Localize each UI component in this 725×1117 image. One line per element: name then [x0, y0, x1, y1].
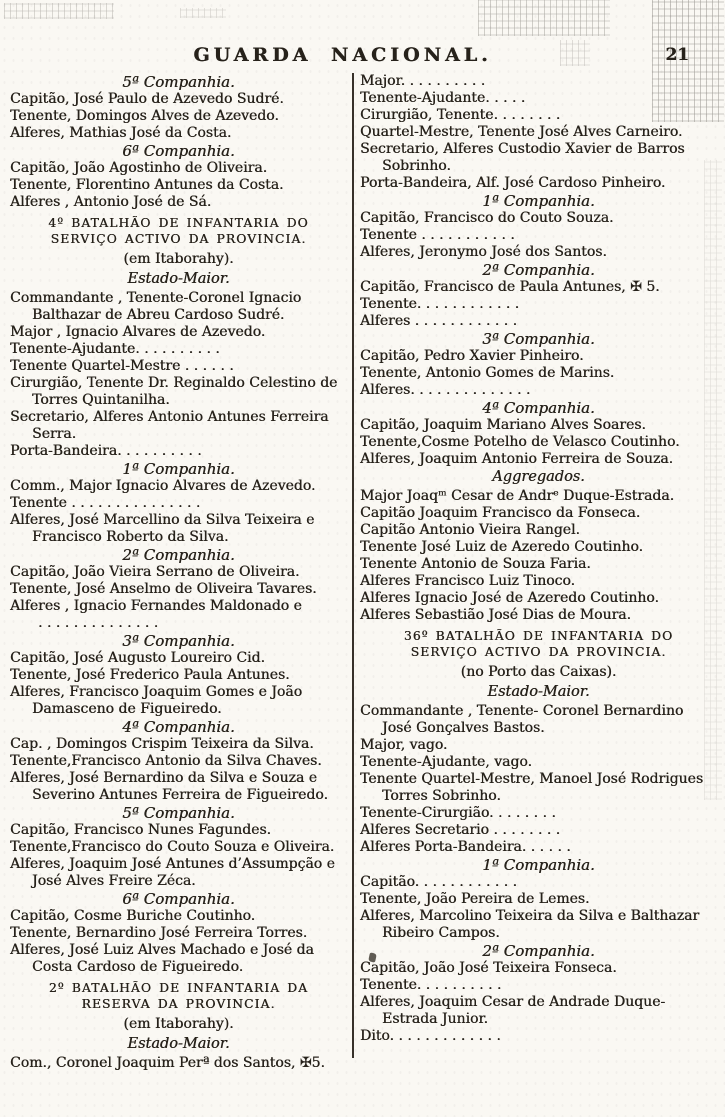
company-heading: 1ª Companhia. — [482, 192, 595, 210]
officer-entry: Capitão Antonio Vieira Rangel. — [360, 522, 580, 538]
officer-entry: Major, vago. — [360, 737, 448, 753]
officer-entry: Capitão, João José Teixeira Fonseca. — [360, 960, 617, 976]
company-heading: 2ª Companhia. — [482, 942, 595, 960]
officer-entry: Alferes, Marcolino Teixeira da Silva e Balthazar Ribeiro Campos. — [360, 908, 700, 941]
company-heading: 6ª Companhia. — [122, 890, 235, 908]
italic-subheading: Estado-Maior. — [127, 1036, 230, 1052]
company-heading: 2ª Companhia. — [122, 546, 235, 564]
scan-artifact — [478, 0, 610, 36]
officer-entry: Alferes Francisco Luiz Tinoco. — [360, 573, 576, 589]
italic-subheading: Estado-Maior. — [487, 684, 590, 700]
dotted-line: . . . . . . . . . . . . . . — [38, 615, 159, 631]
officer-entry: Alferes . . . . . . . . . . . . — [360, 313, 518, 329]
officer-entry: Capitão, Pedro Xavier Pinheiro. — [360, 348, 584, 364]
officer-entry: Alferes, Joaquim Cesar de Andrade Duque-Estrada Junior. — [360, 994, 666, 1027]
officer-entry: Tenente Quartel-Mestre . . . . . . — [10, 358, 234, 374]
company-heading: 4ª Companhia. — [122, 718, 235, 736]
officer-entry: Secretario, Alferes Antonio Antunes Ferreira Serra. — [10, 409, 329, 442]
officer-entry: Commandante , Tenente-Coronel Ignacio Balthazar de Abreu Cardoso Sudré. — [10, 290, 302, 323]
officer-entry: Tenente . . . . . . . . . . . — [360, 227, 515, 243]
officer-entry: Tenente, José Frederico Paula Antunes. — [10, 667, 290, 683]
officer-entry: Alferes , Antonio José de Sá. — [10, 194, 212, 210]
officer-entry: Alferes, José Bernardino da Silva e Souza e Severino Antunes Ferreira de Figueiredo. — [10, 770, 328, 803]
officer-entry: Alferes, Jeronymo José dos Santos. — [360, 244, 607, 260]
officer-entry: Major , Ignacio Alvares de Azevedo. — [10, 324, 266, 340]
officer-entry: Alferes, José Marcellino da Silva Teixeira e Francisco Roberto da Silva. — [10, 512, 315, 545]
officer-entry: Comm., Major Ignacio Alvares de Azevedo. — [10, 478, 316, 494]
officer-entry: Alferes, José Luiz Alves Machado e José da Costa Cardoso de Figueiredo. — [10, 942, 314, 975]
officer-entry: Commandante , Tenente- Coronel Bernardino José Gonçalves Bastos. — [360, 703, 684, 736]
officer-entry: Tenente-Ajudante. . . . . — [360, 90, 526, 106]
officer-entry: Alferes, Joaquim Antonio Ferreira de Souza. — [360, 451, 674, 467]
officer-entry: Tenente . . . . . . . . . . . . . . . — [10, 495, 201, 511]
location-line: (em Itaborahy). — [123, 1016, 234, 1032]
company-heading: 5ª Companhia. — [122, 804, 235, 822]
italic-subheading: Aggregados. — [492, 469, 585, 485]
officer-entry: Major. . . . . . . . . . — [360, 73, 486, 89]
italic-subheading: Estado-Maior. — [127, 271, 230, 287]
officer-entry: Capitão, Cosme Buriche Coutinho. — [10, 908, 256, 924]
officer-entry: Cirurgião, Tenente. . . . . . . . — [360, 107, 561, 123]
page-title: GUARDA NACIONAL. — [193, 44, 492, 66]
officer-entry: Capitão, Joaquim Mariano Alves Soares. — [360, 417, 646, 433]
scan-artifact — [4, 3, 114, 19]
officer-entry: Capitão. . . . . . . . . . . . — [360, 874, 518, 890]
company-heading: 1ª Companhia. — [482, 856, 595, 874]
officer-entry: Tenente Quartel-Mestre, Manoel José Rodrigues Torres Sobrinho. — [360, 771, 704, 804]
officer-entry: Tenente, João Pereira de Lemes. — [360, 891, 590, 907]
officer-entry: Capitão, João Agostinho de Oliveira. — [10, 160, 268, 176]
officer-entry: Capitão Joaquim Francisco da Fonseca. — [360, 505, 641, 521]
company-heading: 3ª Companhia. — [122, 632, 235, 650]
scan-artifact — [180, 8, 226, 18]
officer-entry: Tenente José Luiz de Azeredo Coutinho. — [360, 539, 644, 555]
company-heading: 6ª Companhia. — [122, 142, 235, 160]
officer-entry: Tenente-Ajudante. . . . . . . . . . — [10, 341, 220, 357]
officer-entry: Capitão, José Paulo de Azevedo Sudré. — [10, 91, 284, 107]
officer-entry: Alferes Sebastião José Dias de Moura. — [360, 607, 631, 623]
battalion-heading: 4º BATALHÃO DE INFANTARIA DO SERVIÇO ACTIVO DA PROVINCIA. — [48, 216, 309, 246]
officer-entry: Major Joaqᵐ Cesar de Andrᵉ Duque-Estrada. — [360, 488, 675, 504]
officer-entry: Alferes Porta-Bandeira. . . . . . — [360, 839, 571, 855]
company-heading: 4ª Companhia. — [482, 399, 595, 417]
officer-entry: Tenente Antonio de Souza Faria. — [360, 556, 591, 572]
officer-entry: Com., Coronel Joaquim Perª dos Santos, ✠5. — [10, 1055, 325, 1071]
officer-entry: Tenente-Cirurgião. . . . . . . . — [360, 805, 556, 821]
officer-entry: Tenente, Florentino Antunes da Costa. — [10, 177, 284, 193]
company-heading: 1ª Companhia. — [122, 460, 235, 478]
company-heading: 2ª Companhia. — [482, 261, 595, 279]
officer-entry: Tenente-Ajudante, vago. — [360, 754, 532, 770]
officer-entry: Capitão, Francisco do Couto Souza. — [360, 210, 614, 226]
battalion-heading: 2º BATALHÃO DE INFANTARIA DA RESERVA DA PROVINCIA. — [48, 981, 309, 1011]
officer-entry: Capitão, Francisco de Paula Antunes, ✠ 5. — [360, 279, 660, 295]
page-header — [0, 44, 725, 70]
officer-entry: Alferes, Francisco Joaquim Gomes e João Damasceno de Figueiredo. — [10, 684, 303, 717]
officer-entry: Alferes, Mathias José da Costa. — [10, 125, 232, 141]
officer-entry: Quartel-Mestre, Tenente José Alves Carneiro. — [360, 124, 683, 140]
location-line: (em Itaborahy). — [123, 251, 234, 267]
battalion-heading: 36º BATALHÃO DE INFANTARIA DO SERVIÇO ACTIVO DA PROVINCIA. — [403, 629, 674, 659]
officer-entry: Alferes, Joaquim José Antunes d’Assumpção e José Alves Freire Zéca. — [10, 856, 335, 889]
officer-entry: Alferes. . . . . . . . . . . . . . — [360, 382, 531, 398]
officer-entry: Alferes , Ignacio Fernandes Maldonado e — [10, 598, 302, 614]
officer-entry: Cirurgião, Tenente Dr. Reginaldo Celestino de Torres Quintanilha. — [10, 375, 338, 408]
left-column — [0, 73, 352, 1072]
company-heading: 3ª Companhia. — [482, 330, 595, 348]
location-line: (no Porto das Caixas). — [460, 664, 617, 680]
officer-entry: Tenente, Bernardino José Ferreira Torres. — [10, 925, 308, 941]
officer-entry: Alferes Ignacio José de Azeredo Coutinho. — [360, 590, 659, 606]
company-heading: 5ª Companhia. — [122, 73, 235, 91]
officer-entry: Capitão, José Augusto Loureiro Cid. — [10, 650, 265, 666]
officer-entry: Tenente. . . . . . . . . . — [360, 977, 502, 993]
officer-entry: Secretario, Alferes Custodio Xavier de Barros Sobrinho. — [360, 141, 685, 174]
right-column — [354, 73, 725, 1045]
officer-entry: Alferes Secretario . . . . . . . . — [360, 822, 561, 838]
officer-entry: Tenente,Francisco do Couto Souza e Oliveira. — [10, 839, 335, 855]
officer-entry: Cap. , Domingos Crispim Teixeira da Silva. — [10, 736, 314, 752]
officer-entry: Porta-Bandeira, Alf. José Cardoso Pinheiro. — [360, 175, 666, 191]
officer-entry: Dito. . . . . . . . . . . . . — [360, 1028, 501, 1044]
officer-entry: Tenente,Francisco Antonio da Silva Chaves. — [10, 753, 322, 769]
officer-entry: Tenente, Antonio Gomes de Marins. — [360, 365, 615, 381]
officer-entry: Porta-Bandeira. . . . . . . . . . — [10, 443, 202, 459]
page-number: 21 — [665, 45, 689, 65]
officer-entry: Capitão, João Vieira Serrano de Oliveira. — [10, 564, 300, 580]
two-column-text-block — [0, 73, 725, 1072]
officer-entry: Tenente. . . . . . . . . . . . — [360, 296, 520, 312]
officer-entry: Tenente,Cosme Potelho de Velasco Coutinho. — [360, 434, 680, 450]
officer-entry: Tenente, José Anselmo de Oliveira Tavares. — [10, 581, 317, 597]
officer-entry: Tenente, Domingos Alves de Azevedo. — [10, 108, 279, 124]
officer-entry: Capitão, Francisco Nunes Fagundes. — [10, 822, 271, 838]
